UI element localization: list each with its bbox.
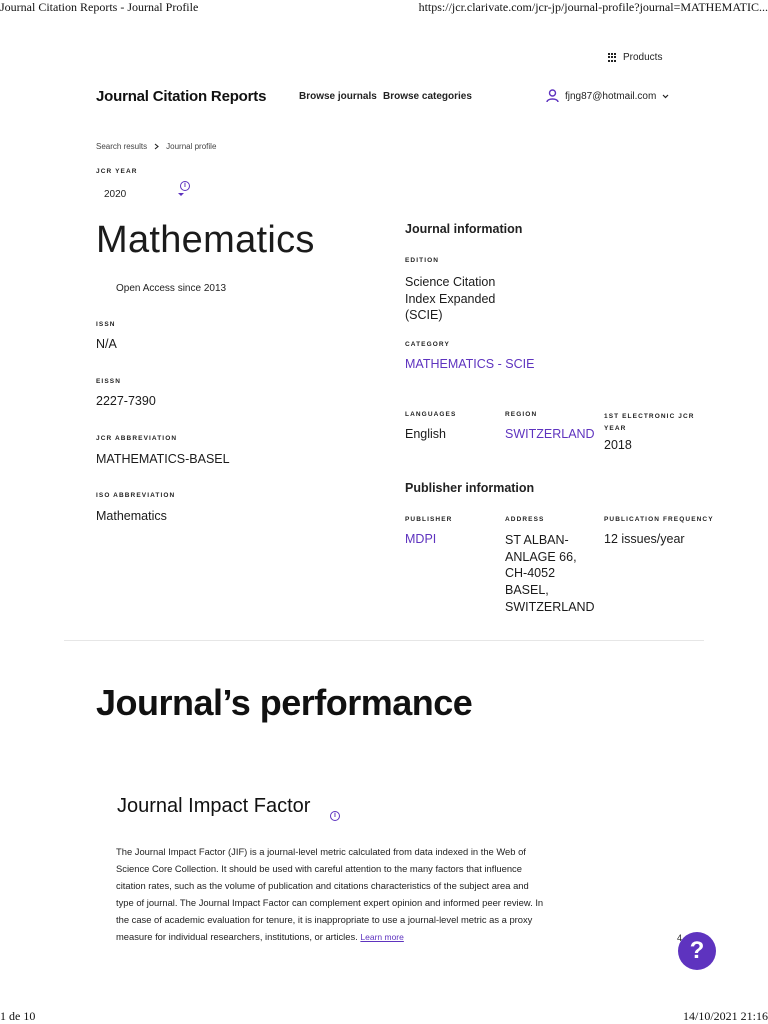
first-electronic-label-line: YEAR	[604, 424, 627, 432]
region-label: REGION	[505, 411, 538, 418]
frequency-label: PUBLICATION FREQUENCY	[604, 516, 714, 523]
first-electronic-label	[604, 411, 695, 434]
jif-description-last: measure for individual researchers, institutions, or articles.	[116, 931, 358, 942]
jif-description-line	[116, 928, 604, 946]
category-link[interactable]: MATHEMATICS - SCIE	[405, 357, 535, 371]
eissn-label: EISSN	[96, 378, 122, 385]
address-line: ANLAGE 66,	[505, 549, 577, 564]
jif-description-line: The Journal Impact Factor (JIF) is a journal-level metric calculated from data indexed in the Web of	[116, 846, 526, 857]
frequency-value: 12 issues/year	[604, 532, 685, 546]
address-line: SWITZERLAND	[505, 599, 595, 614]
notification-badge: 4	[677, 933, 683, 943]
address-label: ADDRESS	[505, 516, 545, 523]
jif-description	[116, 843, 604, 946]
iso-abbreviation-value: Mathematics	[96, 509, 167, 523]
address-value	[505, 532, 595, 616]
jif-heading: Journal Impact Factor	[117, 795, 311, 817]
breadcrumb-search-results[interactable]: Search results	[96, 142, 148, 151]
issn-label: ISSN	[96, 321, 116, 328]
jif-description-line: Science Core Collection. It should be used with careful attention to the many factors that influence	[116, 863, 522, 874]
eissn-value: 2227-7390	[96, 394, 156, 408]
languages-value: English	[405, 427, 446, 441]
brand-logo[interactable]: Journal Citation Reports	[96, 88, 267, 105]
user-email: fjng87@hotmail.com	[565, 90, 657, 102]
jcr-year-select[interactable]	[104, 189, 184, 200]
journal-information-heading: Journal information	[405, 222, 523, 236]
first-electronic-label-line: 1ST ELECTRONIC JCR	[604, 413, 695, 420]
chevron-right-icon	[154, 143, 159, 150]
nav-browse-journals[interactable]: Browse journals	[299, 91, 377, 102]
edition-line: Science Citation	[405, 275, 496, 289]
jcr-year-label: JCR YEAR	[96, 168, 138, 175]
category-label: CATEGORY	[405, 341, 450, 348]
jcr-year-value: 2020	[104, 189, 127, 200]
jcr-abbreviation-label: JCR ABBREVIATION	[96, 435, 178, 442]
breadcrumb	[96, 142, 216, 151]
edition-line: (SCIE)	[405, 308, 443, 322]
jif-description-line: citation rates, such as the volume of publication and citations characteristics of the subject area and	[116, 880, 529, 891]
apps-grid-icon	[608, 53, 617, 62]
help-button[interactable]: ?	[678, 932, 716, 970]
products-label: Products	[623, 52, 663, 63]
address-line: BASEL,	[505, 583, 549, 598]
products-menu[interactable]	[608, 52, 662, 63]
chevron-down-icon	[662, 94, 669, 99]
print-page-count: 1 de 10	[0, 1009, 36, 1023]
edition-label: EDITION	[405, 257, 440, 264]
edition-value	[405, 274, 495, 324]
print-page-title: Journal Citation Reports - Journal Profile	[0, 0, 199, 14]
user-menu[interactable]	[546, 89, 669, 103]
languages-label: LANGUAGES	[405, 411, 457, 418]
address-line: ST ALBAN-	[505, 533, 569, 547]
publisher-information-heading: Publisher information	[405, 481, 535, 495]
journal-title: Mathematics	[96, 219, 315, 261]
section-divider	[64, 640, 704, 641]
jif-description-line: the case of academic evaluation for tenure, it is inappropriate to use a journal-level metric as a proxy	[116, 914, 533, 925]
publisher-label: PUBLISHER	[405, 516, 453, 523]
open-access-text: Open Access since 2013	[116, 283, 227, 294]
nav-browse-categories[interactable]: Browse categories	[383, 91, 472, 102]
first-electronic-value: 2018	[604, 438, 632, 452]
jcr-abbreviation-value: MATHEMATICS-BASEL	[96, 452, 230, 466]
edition-line: Index Expanded	[405, 291, 496, 306]
jif-info-icon[interactable]: i	[330, 811, 340, 821]
info-icon[interactable]: i	[180, 181, 190, 191]
print-datetime: 14/10/2021 21:16	[682, 1009, 768, 1023]
issn-value: N/A	[96, 337, 117, 351]
jif-description-line: type of journal. The Journal Impact Factor can complement expert opinion and informed peer review. In	[116, 897, 544, 908]
region-link[interactable]: SWITZERLAND	[505, 427, 595, 441]
publisher-link[interactable]: MDPI	[405, 532, 437, 546]
user-icon	[546, 89, 559, 103]
address-line: CH-4052	[505, 566, 556, 581]
performance-heading: Journal’s performance	[96, 682, 473, 723]
learn-more-link[interactable]: Learn more	[360, 932, 404, 942]
dropdown-caret-icon	[178, 193, 184, 196]
print-url: https://jcr.clarivate.com/jcr-jp/journal-profile?journal=MATHEMATIC...	[418, 0, 768, 14]
breadcrumb-journal-profile: Journal profile	[166, 142, 217, 151]
iso-abbreviation-label: ISO ABBREVIATION	[96, 492, 176, 499]
